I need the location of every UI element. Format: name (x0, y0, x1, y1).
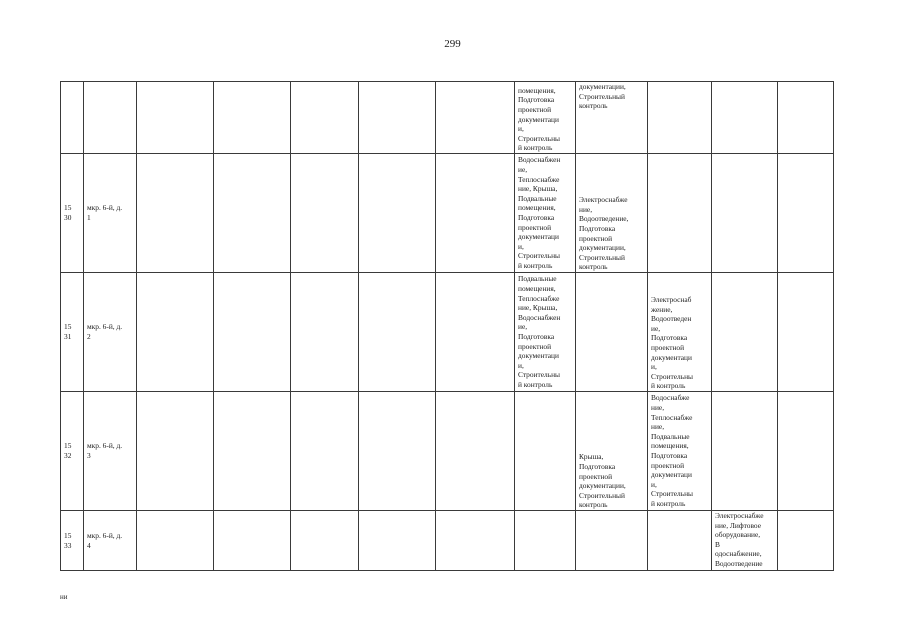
row-number-cell (61, 82, 84, 154)
empty-cell (214, 511, 291, 571)
empty-cell (291, 154, 359, 273)
empty-cell (291, 392, 359, 511)
table-row (61, 154, 834, 273)
works-cell-col10 (712, 82, 778, 154)
works-cell-col8: Крыша, Подготовка проектной документации, Строительный контроль (576, 392, 648, 511)
footer-text: ни (60, 593, 68, 601)
empty-cell (137, 392, 214, 511)
works-cell-col9 (648, 511, 712, 571)
empty-cell (436, 392, 515, 511)
schedule-table (60, 81, 834, 571)
address-cell: мкр. 6-й, д. 4 (84, 511, 137, 571)
works-cell-col10 (712, 273, 778, 392)
works-cell-col9: Водоснабже ние, Теплоснабже ние, Подвальные помещения, Подготовка проектной документаци и, Строительны й контроль (648, 392, 712, 511)
empty-cell (359, 82, 436, 154)
address-cell: мкр. 6-й, д. 2 (84, 273, 137, 392)
empty-cell (214, 82, 291, 154)
empty-cell (291, 511, 359, 571)
works-cell-col7: Водоснабжен ие, Теплоснабже ние, Крыша, Подвальные помещения, Подготовка проектной документаци и, Строительны й контроль (515, 154, 576, 273)
empty-cell (137, 154, 214, 273)
row-number-cell: 15 31 (61, 273, 84, 392)
empty-cell (359, 392, 436, 511)
works-cell-col8: документации, Строительный контроль (576, 82, 648, 154)
works-cell-col8: Электроснабже ние, Водоотведение, Подготовка проектной документации, Строительный контроль (576, 154, 648, 273)
works-cell-col7: помещения, Подготовка проектной документаци и, Строительны й контроль (515, 82, 576, 154)
works-cell-col9 (648, 154, 712, 273)
row-number-cell: 15 32 (61, 392, 84, 511)
empty-cell (359, 273, 436, 392)
table-row (61, 273, 834, 392)
empty-cell (137, 273, 214, 392)
page-number: 299 (444, 38, 461, 50)
table-row (61, 392, 834, 511)
empty-cell (436, 82, 515, 154)
empty-cell (778, 273, 834, 392)
address-cell (84, 82, 137, 154)
empty-cell (291, 273, 359, 392)
empty-cell (778, 392, 834, 511)
works-cell-col8 (576, 511, 648, 571)
works-cell-col10 (712, 392, 778, 511)
empty-cell (436, 154, 515, 273)
empty-cell (359, 511, 436, 571)
empty-cell (137, 82, 214, 154)
works-cell-col7: Подвальные помещения, Теплоснабже ние, Крыша, Водоснабжен ие, Подготовка проектной документаци и, Строительны й контроль (515, 273, 576, 392)
works-cell-col9: Электроснаб жение, Водоотведен ие, Подготовка проектной документаци и, Строительны й контроль (648, 273, 712, 392)
empty-cell (214, 392, 291, 511)
empty-cell (359, 154, 436, 273)
works-cell-col7 (515, 392, 576, 511)
empty-cell (214, 273, 291, 392)
works-cell-col7 (515, 511, 576, 571)
row-number-cell: 15 30 (61, 154, 84, 273)
works-cell-col10: Электроснабже ние, Лифтовое оборудование, В одоснабжение, Водоотведение (712, 511, 778, 571)
table-row (61, 511, 834, 571)
empty-cell (436, 511, 515, 571)
table-row (61, 82, 834, 154)
address-cell: мкр. 6-й, д. 3 (84, 392, 137, 511)
row-number-cell: 15 33 (61, 511, 84, 571)
empty-cell (778, 82, 834, 154)
empty-cell (137, 511, 214, 571)
empty-cell (778, 511, 834, 571)
address-cell: мкр. 6-й, д. 1 (84, 154, 137, 273)
works-cell-col10 (712, 154, 778, 273)
empty-cell (214, 154, 291, 273)
empty-cell (778, 154, 834, 273)
works-cell-col9 (648, 82, 712, 154)
empty-cell (291, 82, 359, 154)
works-cell-col8 (576, 273, 648, 392)
empty-cell (436, 273, 515, 392)
